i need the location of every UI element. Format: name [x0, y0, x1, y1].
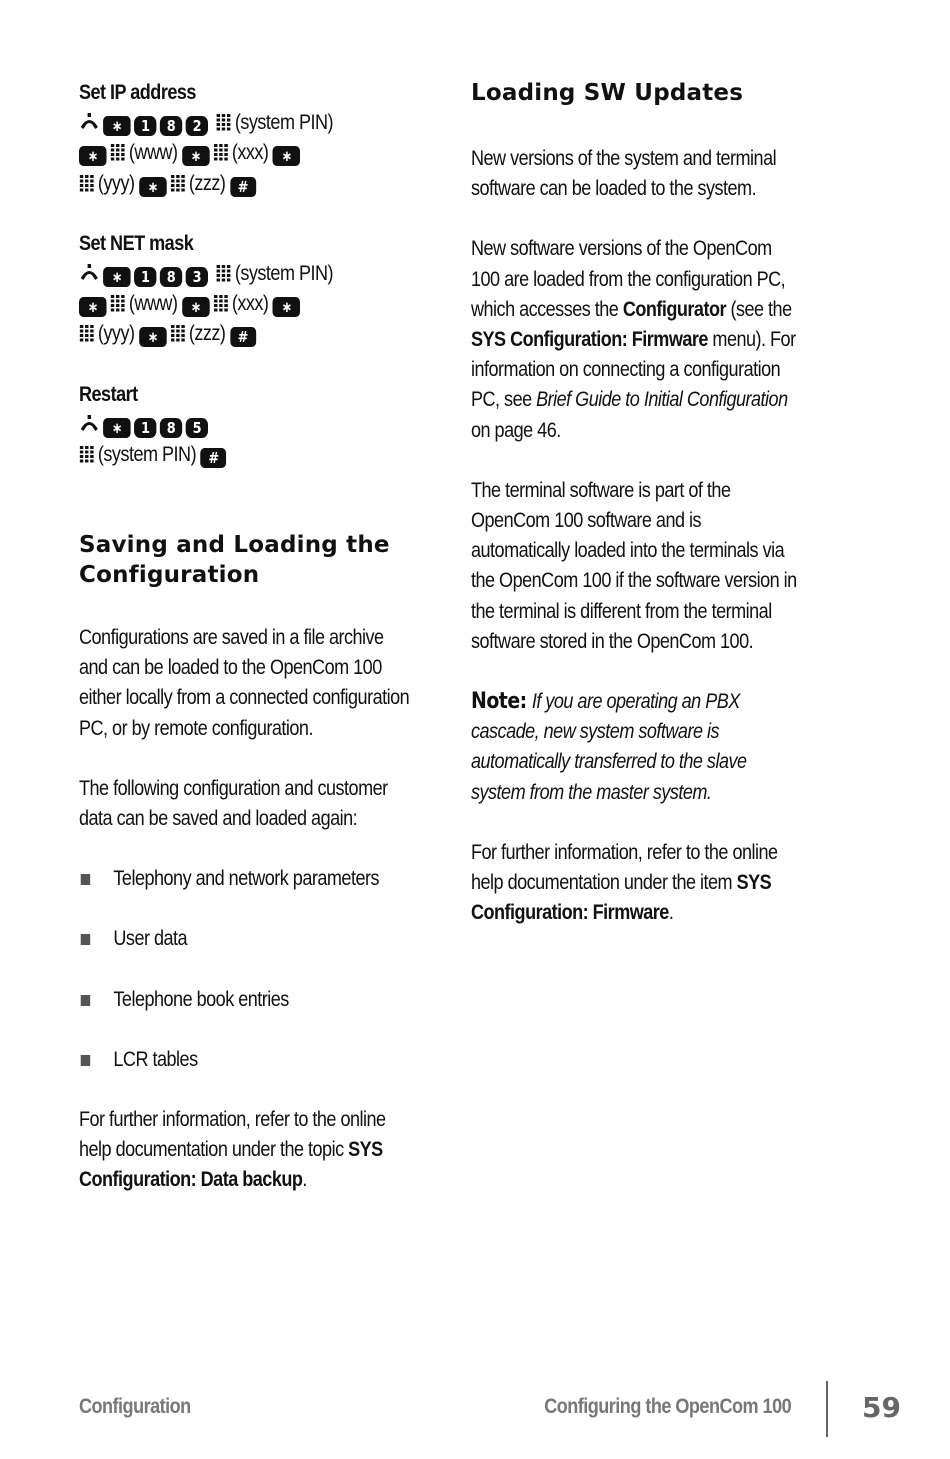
star-key: ∗ — [103, 418, 131, 438]
configurator-reference: Configurator — [622, 297, 726, 321]
digit-key: 1 — [134, 418, 156, 438]
star-key: ∗ — [273, 146, 301, 166]
digit-key: 8 — [160, 267, 182, 287]
star-key: ∗ — [139, 177, 167, 197]
keypad-icon — [216, 113, 231, 131]
set-net-mask-heading: Set NET mask — [79, 231, 194, 255]
list-item: LCR tables — [79, 1045, 410, 1075]
keypad-icon — [170, 174, 185, 192]
keypad-icon — [79, 445, 94, 463]
loading-para2: New software versions of the OpenCom 100 are loaded from the configuration PC, which accesses the Configurator (see the SYS Configuration: Firmware menu). For information on connecting a configuration PC, see Brief Guide to Initial Configuration on page 46. — [471, 237, 796, 442]
square-bullet-icon — [81, 874, 90, 885]
loading-sw-heading: Loading SW Updates — [471, 80, 744, 106]
yyy-label: (yyy) — [97, 322, 135, 346]
set-ip-line2 — [79, 138, 410, 168]
xxx-label: (xxx) — [231, 292, 269, 316]
keypad-icon — [110, 143, 125, 161]
restart-heading: Restart — [79, 382, 138, 406]
digit-key: 1 — [134, 267, 156, 287]
star-key: ∗ — [79, 297, 107, 317]
xxx-label: (xxx) — [231, 141, 269, 165]
loading-para1: New versions of the system and terminal software can be loaded to the system. — [471, 147, 777, 201]
keypad-icon — [170, 324, 185, 342]
zzz-label: (zzz) — [188, 322, 226, 346]
star-key: ∗ — [103, 267, 131, 287]
set-net-mask-line2 — [79, 289, 410, 319]
set-ip-line1 — [79, 108, 410, 138]
system-pin-label: (system PIN) — [234, 111, 334, 135]
page-number: 59 — [862, 1391, 901, 1424]
star-key: ∗ — [182, 297, 210, 317]
yyy-label: (yyy) — [97, 171, 135, 195]
set-ip-block — [79, 78, 410, 199]
square-bullet-icon — [81, 934, 90, 945]
digit-key: 5 — [186, 418, 208, 438]
keypad-icon — [110, 294, 125, 312]
note-text: If you are operating an PBX cascade, new system software is automatically transferred to the slave system from the master system. — [471, 690, 747, 804]
set-net-mask-block — [79, 229, 410, 350]
keypad-icon — [79, 174, 94, 192]
star-key: ∗ — [139, 327, 167, 347]
system-pin-label: (system PIN) — [97, 443, 197, 467]
data-list — [79, 864, 410, 1075]
digit-key: 2 — [186, 116, 208, 136]
handset-icon — [79, 262, 100, 282]
saving-para2: The following configuration and customer data can be saved and loaded again: — [79, 776, 388, 831]
square-bullet-icon — [81, 1055, 90, 1066]
set-net-mask-line1 — [79, 259, 410, 289]
brief-guide-reference: Brief Guide to Initial Configuration — [536, 388, 788, 412]
keypad-icon — [79, 324, 94, 342]
keypad-icon — [213, 294, 228, 312]
right-column — [471, 78, 801, 958]
footer-section-title: Configuration — [79, 1395, 191, 1418]
loading-further-info: For further information, refer to the online help documentation under the item SYS Configuration: Firmware. — [471, 840, 778, 925]
list-item: User data — [79, 924, 410, 954]
digit-key: 1 — [134, 116, 156, 136]
set-net-mask-line3 — [79, 319, 410, 349]
system-pin-label: (system PIN) — [234, 262, 334, 286]
keypad-icon — [216, 264, 231, 282]
digit-key: 3 — [186, 267, 208, 287]
handset-icon — [79, 111, 100, 131]
digit-key: 8 — [160, 116, 182, 136]
list-item: Telephone book entries — [79, 985, 410, 1015]
note — [471, 687, 802, 808]
page-footer — [0, 1391, 950, 1435]
left-column — [79, 78, 410, 1192]
digit-key: 8 — [160, 418, 182, 438]
data-backup-reference: SYS Configuration: Data backup — [79, 1138, 383, 1192]
restart-block — [79, 380, 410, 471]
note-label: Note: — [471, 689, 527, 715]
star-key: ∗ — [273, 297, 301, 317]
square-bullet-icon — [81, 995, 90, 1006]
zzz-label: (zzz) — [188, 171, 226, 195]
restart-line1 — [79, 410, 410, 440]
star-key: ∗ — [182, 146, 210, 166]
saving-heading-line2: Configuration — [79, 562, 260, 588]
keypad-icon — [213, 143, 228, 161]
www-label: (www) — [128, 292, 178, 316]
restart-line2 — [79, 440, 410, 470]
set-ip-heading: Set IP address — [79, 81, 196, 104]
saving-para1: Configurations are saved in a file archive and can be loaded to the OpenCom 100 either locally from a connected configuration PC, or by remote configuration. — [79, 626, 410, 740]
hash-key: # — [230, 177, 256, 197]
saving-heading — [79, 530, 409, 590]
firmware-menu-reference: SYS Configuration: Firmware — [471, 328, 708, 352]
www-label: (www) — [128, 141, 178, 165]
hash-key: # — [230, 327, 256, 347]
loading-para3: The terminal software is part of the OpenCom 100 software and is automatically loaded into the terminals via the OpenCom 100 if the software version in the terminal is different from the terminal software stored in the OpenCom 100. — [471, 478, 797, 653]
handset-icon — [79, 413, 100, 433]
footer-chapter-title: Configuring the OpenCom 100 — [544, 1395, 791, 1418]
saving-section — [79, 530, 409, 1226]
set-ip-line3 — [79, 169, 410, 199]
firmware-reference: SYS Configuration: Firmware — [471, 871, 772, 925]
footer-divider — [826, 1381, 828, 1437]
star-key: ∗ — [103, 116, 131, 136]
saving-heading-line1: Saving and Loading the — [79, 532, 390, 558]
hash-key: # — [201, 448, 227, 468]
star-key: ∗ — [79, 146, 107, 166]
saving-further-info: For further information, refer to the online help documentation under the topic SYS Configuration: Data backup. — [79, 1108, 386, 1192]
list-item: Telephony and network parameters — [79, 864, 410, 894]
